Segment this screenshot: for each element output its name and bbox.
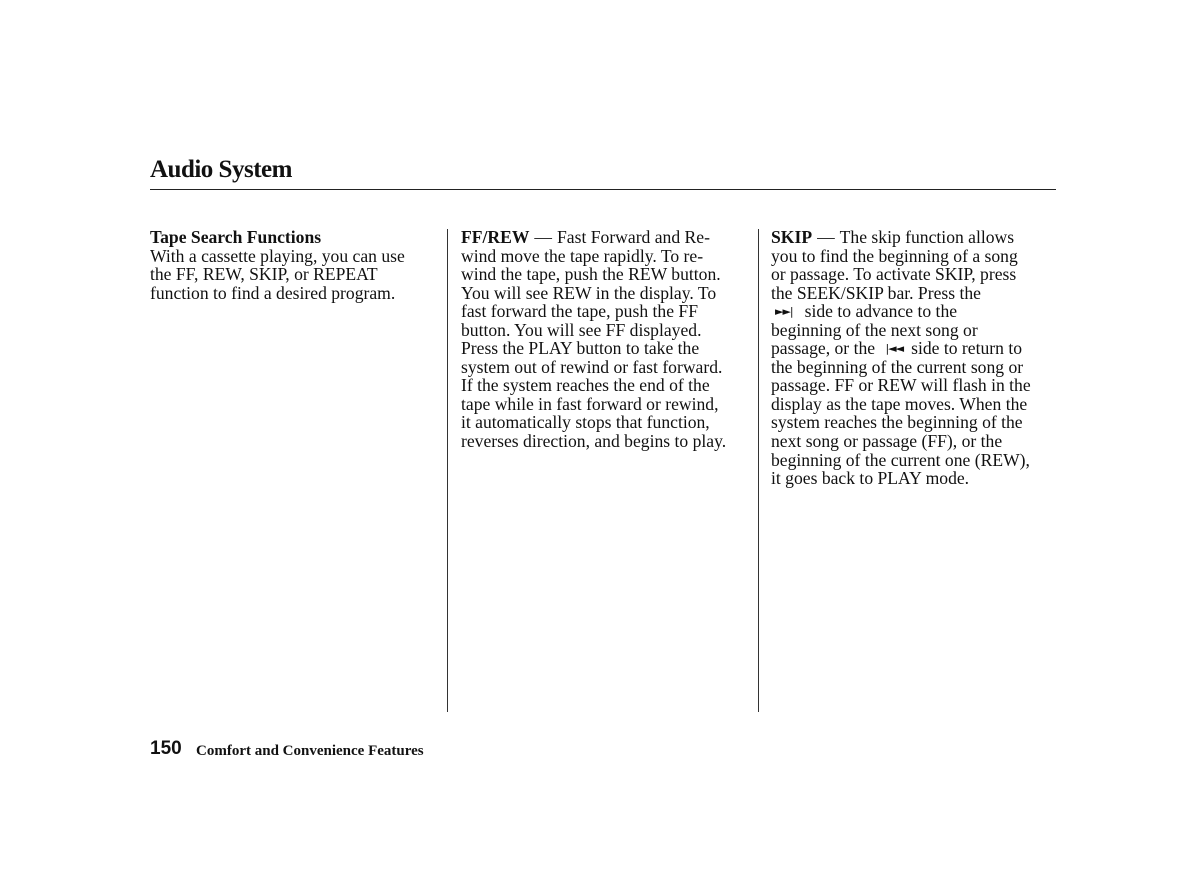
tape-search-column <box>150 228 435 302</box>
skip-column <box>771 228 1056 488</box>
em-dash: — <box>817 227 835 247</box>
skip-line: you to find the beginning of a song <box>771 245 1018 266</box>
skip-first-line <box>771 228 1056 247</box>
ff-rew-line: wind move the tape rapidly. To re- <box>461 245 704 266</box>
skip-line-text: side to return to <box>911 338 1023 359</box>
skip-line: or passage. To activate SKIP, press <box>771 264 1017 285</box>
ff-rew-line: it automatically stops that function, <box>461 412 710 433</box>
ff-rew-line: Press the PLAY button to take the <box>461 338 700 359</box>
ff-rew-first-line <box>461 228 751 247</box>
ff-rew-line: button. You will see FF displayed. <box>461 319 702 340</box>
skip-line: passage. FF or REW will flash in the <box>771 375 1031 396</box>
column-divider <box>758 229 759 712</box>
column-divider <box>447 229 448 712</box>
skip-line <box>771 302 1056 321</box>
ff-rew-line: You will see REW in the display. To <box>461 282 717 303</box>
tape-search-line: With a cassette playing, you can use <box>150 245 405 266</box>
tape-search-line: the FF, REW, SKIP, or REPEAT <box>150 264 378 285</box>
ff-rew-line: fast forward the tape, push the FF <box>461 301 698 322</box>
ff-rew-first-line-text: Fast Forward and Re- <box>557 227 710 247</box>
ff-rew-line: reverses direction, and begins to play. <box>461 431 727 452</box>
skip-line <box>771 339 1056 358</box>
ff-rew-line: tape while in fast forward or rewind, <box>461 393 719 414</box>
section-title: Audio System <box>150 156 292 183</box>
em-dash: — <box>534 227 553 247</box>
ff-rew-heading: FF/REW <box>461 227 530 247</box>
ff-rew-line: If the system reaches the end of the <box>461 375 710 396</box>
skip-line: the SEEK/SKIP bar. Press the <box>771 282 981 303</box>
skip-line-text: passage, or the <box>771 338 876 359</box>
skip-line: system reaches the beginning of the <box>771 412 1023 433</box>
tape-search-line: function to find a desired program. <box>150 282 396 303</box>
skip-line: display as the tape moves. When the <box>771 393 1028 414</box>
skip-line: it goes back to PLAY mode. <box>771 468 970 489</box>
chapter-title: Comfort and Convenience Features <box>196 743 424 759</box>
title-rule <box>150 189 1056 190</box>
skip-first-line-text: The skip function allows <box>839 227 1015 247</box>
skip-line: the beginning of the current song or <box>771 356 1024 377</box>
skip-line: beginning of the next song or <box>771 319 978 340</box>
skip-line-text: side to advance to the <box>804 301 958 322</box>
skip-heading: SKIP <box>771 227 813 247</box>
page-number: 150 <box>150 738 182 759</box>
skip-previous-icon: |◄◄ <box>885 342 904 356</box>
ff-rew-line: wind the tape, push the REW button. <box>461 264 721 285</box>
ff-rew-line: system out of rewind or fast forward. <box>461 356 723 377</box>
ff-rew-column <box>461 228 751 451</box>
skip-next-icon: ►►| <box>775 305 793 319</box>
skip-line: next song or passage (FF), or the <box>771 431 1003 452</box>
skip-line: beginning of the current one (REW), <box>771 449 1030 470</box>
tape-search-heading: Tape Search Functions <box>150 227 322 247</box>
